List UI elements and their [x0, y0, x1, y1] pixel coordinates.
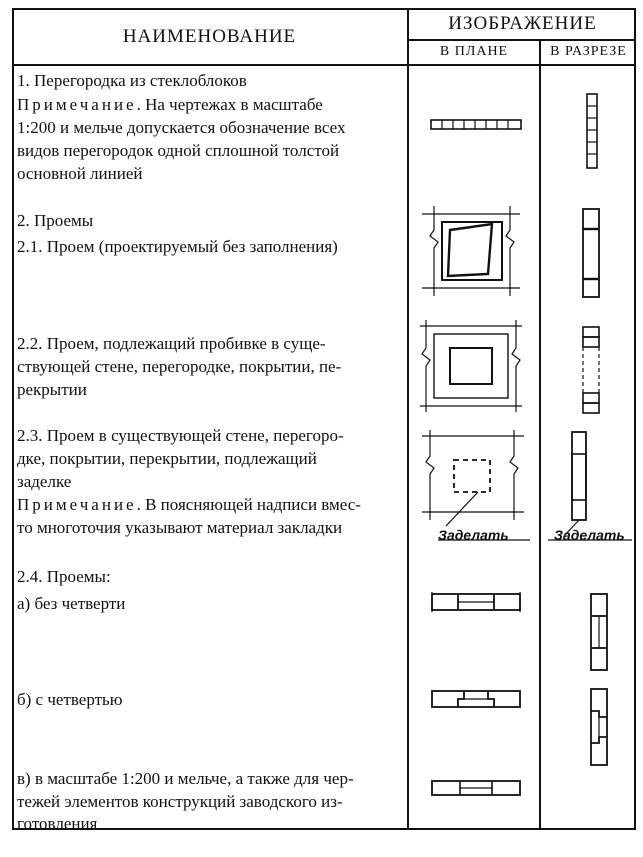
plan-column-header: В ПЛАНЕ [439, 44, 509, 59]
note-text: . В поясняющей надписи вмес- [136, 495, 361, 514]
name-column-header: НАИМЕНОВАНИЕ [122, 26, 297, 47]
opening-to-cut-plan-symbol [418, 318, 526, 416]
row-2-3-line: дке, покрытии, перекрытии, подлежащий [17, 449, 317, 468]
opening-to-fill-plan-symbol [420, 428, 532, 542]
row-1-note-line: основной линией [17, 164, 143, 183]
row-1-note-line: 1:200 и мельче допускается обозначение всех [17, 118, 346, 137]
row-2-1-text: 2.1. Проем (проектируемый без заполнения) [17, 237, 338, 256]
row-2-2-line: ствующей стене, перегородке, покрытии, пе- [17, 357, 342, 376]
opening-section-symbol [580, 207, 602, 299]
note-label: Примечание [17, 495, 137, 514]
row-2-4-b: б) с четвертью [17, 690, 123, 709]
opening-with-rebate-plan-symbol [430, 686, 522, 712]
column-divider [407, 8, 409, 830]
row-2-4-c-line: готовления [17, 814, 98, 833]
note-label: Примечание [17, 95, 137, 114]
opening-with-rebate-section-symbol [589, 687, 609, 767]
opening-to-cut-section-symbol [580, 325, 602, 417]
section-column-header: В РАЗРЕЗЕ [550, 44, 627, 59]
row-2-4-a: а) без четверти [17, 594, 126, 613]
row-1-title: 1. Перегородка из стеклоблоков [17, 71, 247, 90]
row-1-note [17, 94, 323, 116]
row-1-note-line: видов перегородок одной сплошной толстой [17, 141, 340, 160]
row-2-2-line: рекрытии [17, 380, 87, 399]
glass-block-plan-symbol [430, 118, 522, 132]
opening-plan-symbol [420, 204, 524, 302]
row-2-title: 2. Проемы [17, 211, 94, 230]
row-2-3-note [17, 494, 361, 516]
row-2-3-note-line: то многоточия указывают материал закладки [17, 518, 343, 537]
row-2-2-line: 2.2. Проем, подлежащий пробивке в суще- [17, 334, 326, 353]
image-column-header: ИЗОБРАЖЕНИЕ [448, 13, 597, 34]
opening-no-rebate-plan-symbol [430, 590, 522, 614]
row-2-3-line: заделке [17, 472, 72, 491]
opening-no-rebate-section-symbol [589, 592, 609, 672]
header-bottom-line [12, 64, 636, 66]
fill-caption-section: Заделать [554, 527, 625, 543]
glass-block-section-symbol [585, 92, 599, 170]
note-text: . На чертежах в масштабе [136, 95, 323, 114]
fill-caption-plan: Заделать [438, 527, 509, 543]
opening-to-fill-section-symbol [546, 428, 634, 542]
row-2-3-line: 2.3. Проем в существующей стене, перегоро- [17, 426, 344, 445]
header-divider [407, 39, 636, 41]
opening-small-scale-plan-symbol [430, 778, 522, 798]
row-2-4-c-line: в) в масштабе 1:200 и мельче, а также для чер- [17, 769, 354, 788]
column-divider [539, 40, 541, 830]
row-2-4-title: 2.4. Проемы: [17, 567, 111, 586]
row-2-4-c-line: тежей элементов конструкций заводского из- [17, 792, 343, 811]
